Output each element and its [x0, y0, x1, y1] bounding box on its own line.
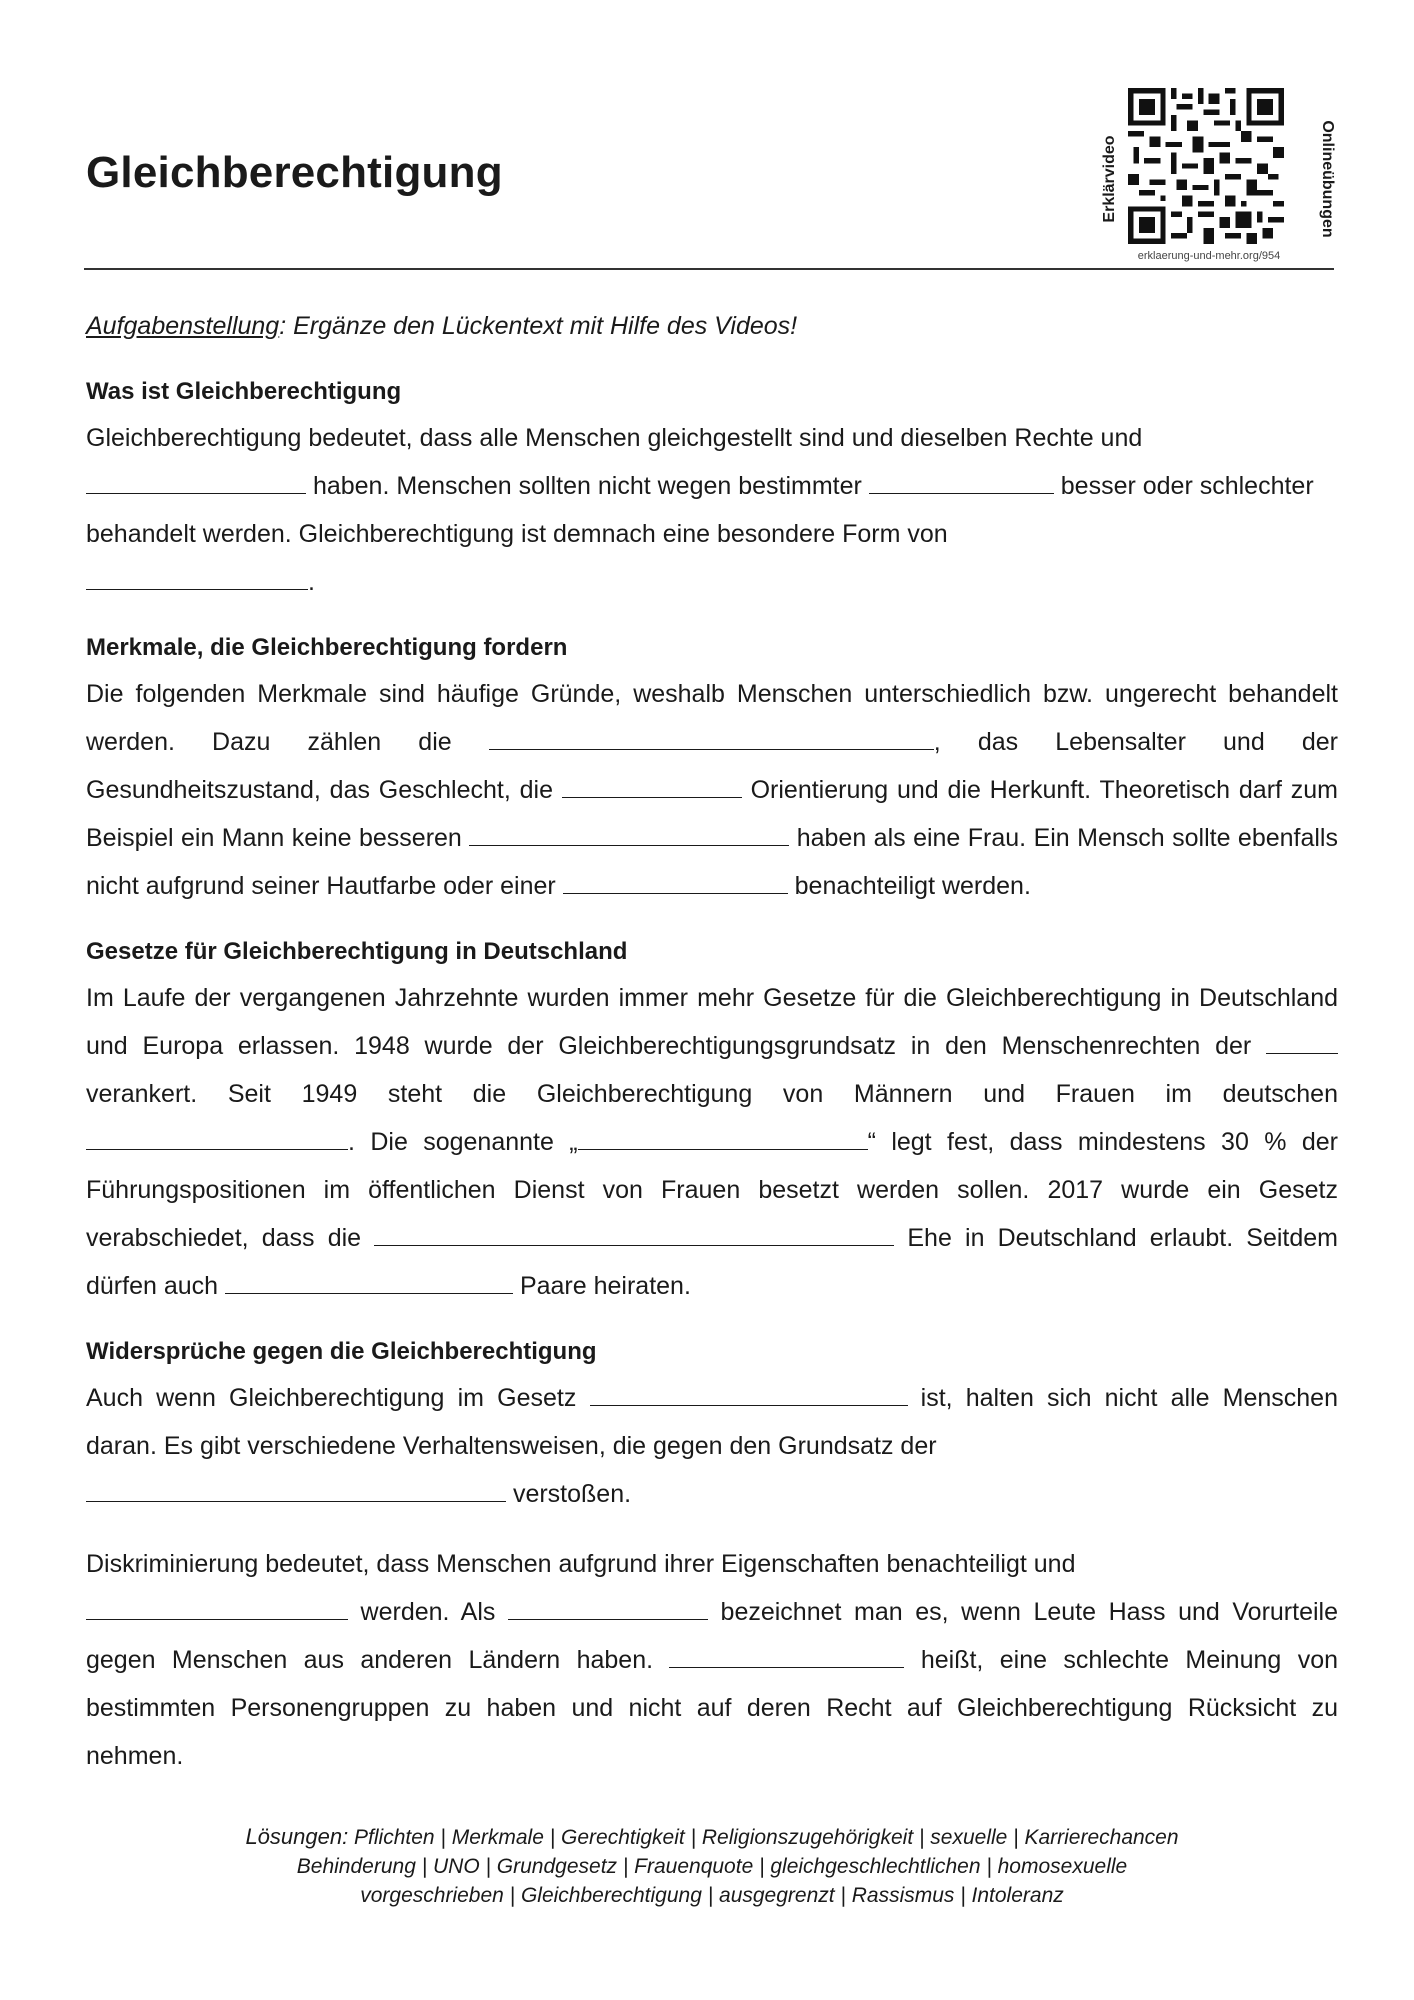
- task-instruction: Aufgabenstellung: Ergänze den Lückentext mit Hilfe des Videos!: [86, 312, 798, 340]
- blank-field[interactable]: [562, 772, 742, 798]
- section-heading: Merkmale, die Gleichberechtigung fordern: [86, 634, 568, 661]
- blank-field[interactable]: [86, 468, 306, 494]
- blank-field[interactable]: [489, 724, 934, 750]
- section-text: Im Laufe der vergangenen Jahrzehnte wurden immer mehr Gesetze für die Gleichberechtigung in Deutschland und Europa erlassen. 1948 wurde der Gleichberechtigungsgrundsatz in den Menschenrechten der verankert. Seit 1949 steht die Gleichberechtigung von Männern und Frauen im deutschen . Die sogenannte „ “ legt fest, dass mindestens 30 % der Führungspositionen im öffentlichen Dienst von Frauen besetzt werden sollen. 2017 wurde ein Gesetz verabschiedet, dass die Ehe in Deutschland erlaubt. Seitdem dürfen auch Paare heiraten.: [86, 984, 1339, 1300]
- section-heading: Widersprüche gegen die Gleichberechtigung: [86, 1338, 597, 1365]
- section-text: Auch wenn Gleichberechtigung im Gesetz ist, halten sich nicht alle Menschen daran. Es gibt verschiedene Verhaltensweisen, die gegen den Grundsatz der verstoßen.: [86, 1374, 1338, 1518]
- blank-field[interactable]: [590, 1380, 908, 1406]
- blank-field[interactable]: [86, 564, 308, 590]
- blank-field[interactable]: [86, 1124, 348, 1150]
- blank-field[interactable]: [563, 868, 788, 894]
- section-heading: Was ist Gleichberechtigung: [86, 378, 402, 405]
- section-laws: [86, 930, 1338, 1310]
- solutions-line: vorgeschrieben | Gleichberechtigung | ausgegrenzt | Rassismus | Intoleranz: [360, 1884, 1064, 1907]
- blank-field[interactable]: [374, 1220, 894, 1246]
- section-contradictions: [86, 1330, 1338, 1780]
- section-heading: Gesetze für Gleichberechtigung in Deutschland: [86, 938, 628, 965]
- solutions-box: [86, 1822, 1338, 1910]
- section-features: [86, 626, 1338, 910]
- video-label: Erklärvideo: [1101, 135, 1118, 223]
- section-text: Diskriminierung bedeutet, dass Menschen aufgrund ihrer Eigenschaften benachteiligt und werden. Als bezeichnet man es, wenn Leute Hass und Vorurteile gegen Menschen aus anderen Ländern haben. heißt, eine schlechte Meinung von bestimmten Personengruppen zu haben und nicht auf deren Recht auf Gleichberechtigung Rücksicht zu nehmen.: [86, 1550, 1338, 1770]
- blank-field[interactable]: [469, 820, 789, 846]
- section-text: Die folgenden Merkmale sind häufige Gründe, weshalb Menschen unterschiedlich bzw. ungerecht behandelt werden. Dazu zählen die , das Lebensalter und der Gesundheitszustand, das Geschlecht, die Orientierung und die Herkunft. Theoretisch darf zum Beispiel ein Mann keine besseren haben als eine Frau. Ein Mensch sollte ebenfalls nicht aufgrund seiner Hautfarbe oder einer benachteiligt werden.: [86, 680, 1338, 900]
- blank-field[interactable]: [225, 1268, 513, 1294]
- blank-field[interactable]: [86, 1594, 348, 1620]
- solutions-line: Lösungen: Pflichten | Merkmale | Gerechtigkeit | Religionszugehörigkeit | sexuelle | Karrierechancen: [245, 1824, 1179, 1849]
- page-title: Gleichberechtigung: [86, 148, 503, 197]
- worksheet-body: [86, 302, 1338, 1780]
- task-label: Aufgabenstellung: [86, 312, 280, 340]
- blank-field[interactable]: [578, 1124, 868, 1150]
- blank-field[interactable]: [508, 1594, 708, 1620]
- solutions-line: Behinderung | UNO | Grundgesetz | Frauenquote | gleichgeschlechtlichen | homosexuelle: [296, 1855, 1128, 1878]
- section-what-is: [86, 370, 1338, 606]
- exercises-label: Onlineübungen: [1319, 120, 1336, 238]
- blank-field[interactable]: [669, 1642, 904, 1668]
- header-divider: [84, 268, 1334, 270]
- qr-url[interactable]: erklaerung-und-mehr.org/954: [1137, 250, 1281, 262]
- blank-field[interactable]: [1266, 1028, 1338, 1054]
- solutions-label: Lösungen:: [245, 1824, 349, 1849]
- blank-field[interactable]: [869, 468, 1054, 494]
- blank-field[interactable]: [86, 1476, 506, 1502]
- section-text: Gleichberechtigung bedeutet, dass alle Menschen gleichgestellt sind und dieselben Rechte und haben. Menschen sollten nicht wegen bestimmter besser oder schlechter behandelt werden. Gleichberechtigung ist demnach eine besondere Form von .: [86, 424, 1314, 596]
- qr-code[interactable]: [1128, 88, 1284, 244]
